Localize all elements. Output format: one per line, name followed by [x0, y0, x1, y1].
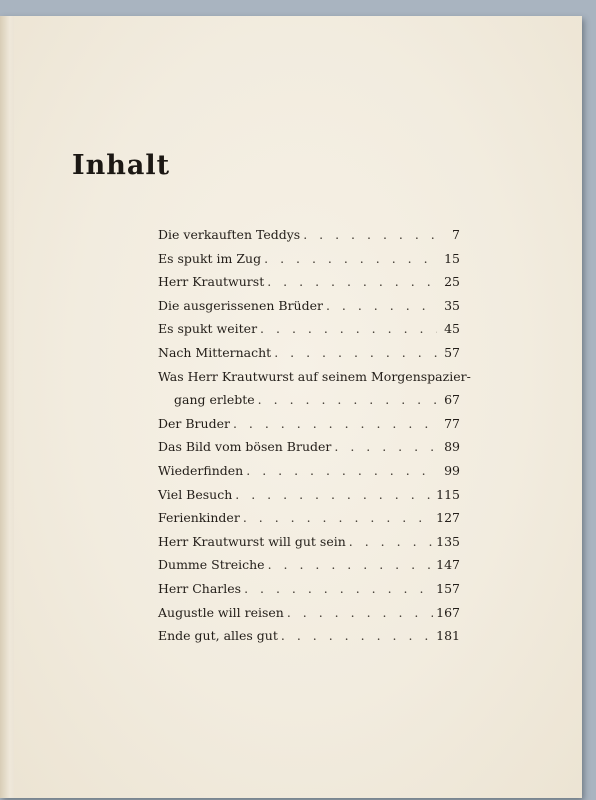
- toc-entry-title: Herr Charles: [158, 580, 242, 596]
- toc-entry: [158, 534, 460, 558]
- toc-entry-title: Wiederfinden: [158, 462, 244, 478]
- page-title: Inhalt: [72, 150, 171, 181]
- toc-entry-page-number: 135: [436, 533, 460, 549]
- dot-leader: [258, 392, 437, 407]
- toc-entry-page-number: 89: [444, 439, 460, 455]
- toc-entry: [158, 557, 460, 581]
- dot-leader: [326, 298, 437, 313]
- toc-entry-page-number: 157: [436, 580, 460, 596]
- toc-entry-page-number: 15: [444, 250, 460, 266]
- toc-entry-page-number: 167: [436, 604, 460, 620]
- toc-entry: [158, 298, 460, 322]
- toc-entry-title: Die ausgerissenen Brüder: [158, 297, 323, 313]
- toc-entry: [158, 581, 460, 605]
- toc-entry-page-number: 67: [444, 392, 460, 408]
- toc-entry-page-number: 35: [444, 297, 460, 313]
- toc-entry: [158, 392, 460, 416]
- toc-entry: [158, 274, 460, 298]
- dot-leader: [349, 534, 433, 549]
- toc-entry: [158, 463, 460, 487]
- toc-entry-title: Der Bruder: [158, 415, 230, 431]
- book-page: [0, 16, 582, 798]
- toc-entry: [158, 345, 460, 369]
- dot-leader: [268, 557, 434, 572]
- toc-entry: [158, 368, 471, 393]
- book-spine-edge: [0, 16, 14, 798]
- toc-entry-title: Herr Krautwurst will gut sein: [158, 533, 346, 549]
- table-of-contents: [158, 227, 471, 652]
- toc-entry-title: Das Bild vom bösen Bruder: [158, 439, 332, 455]
- toc-entry-title: Viel Besuch: [158, 486, 233, 502]
- toc-entry-title: Ende gut, alles gut: [158, 628, 278, 644]
- toc-entry-title: Was Herr Krautwurst auf seinem Morgenspazier-: [158, 368, 471, 384]
- toc-entry: [158, 487, 460, 511]
- dot-leader: [274, 345, 437, 360]
- page-surface: [14, 16, 582, 798]
- dot-leader: [243, 510, 433, 525]
- dot-leader: [287, 605, 433, 620]
- toc-entry-page-number: 147: [436, 557, 460, 573]
- toc-entry: [158, 510, 460, 534]
- dot-leader: [264, 251, 437, 266]
- toc-entry-title: Es spukt weiter: [158, 321, 258, 337]
- toc-entry: [158, 439, 460, 463]
- toc-entry-page-number: 57: [444, 344, 460, 360]
- dot-leader: [281, 628, 433, 643]
- toc-entry-title: Nach Mitternacht: [158, 344, 272, 360]
- toc-entry-page-number: 115: [436, 486, 460, 502]
- dot-leader: [233, 416, 437, 431]
- toc-entry-page-number: 25: [444, 274, 460, 290]
- toc-entry: [158, 321, 460, 345]
- dot-leader: [235, 487, 433, 502]
- toc-entry: [158, 251, 460, 275]
- toc-entry: [158, 416, 460, 440]
- toc-entry-page-number: 77: [444, 415, 460, 431]
- dot-leader: [334, 439, 437, 454]
- toc-entry-title: Dumme Streiche: [158, 557, 265, 573]
- toc-entry-page-number: 7: [452, 227, 460, 242]
- dot-leader: [303, 227, 437, 242]
- toc-entry-title: Es spukt im Zug: [158, 250, 262, 266]
- toc-entry-title: Die verkauften Teddys: [158, 227, 301, 242]
- toc-entry-page-number: 181: [436, 628, 460, 644]
- toc-entry-page-number: 99: [444, 462, 460, 478]
- toc-entry: [158, 605, 460, 629]
- toc-entry-page-number: 45: [444, 321, 460, 337]
- toc-entry-title: Ferienkinder: [158, 510, 240, 526]
- toc-entry: [158, 227, 460, 251]
- toc-entry-title: gang erlebte: [174, 392, 255, 408]
- toc-entry: [158, 628, 460, 652]
- toc-entry-page-number: 127: [436, 510, 460, 526]
- dot-leader: [244, 581, 433, 596]
- dot-leader: [246, 463, 437, 478]
- toc-entry-title: Augustle will reisen: [158, 604, 284, 620]
- dot-leader: [267, 274, 437, 289]
- dot-leader: [260, 321, 437, 336]
- toc-entry-title: Herr Krautwurst: [158, 274, 265, 290]
